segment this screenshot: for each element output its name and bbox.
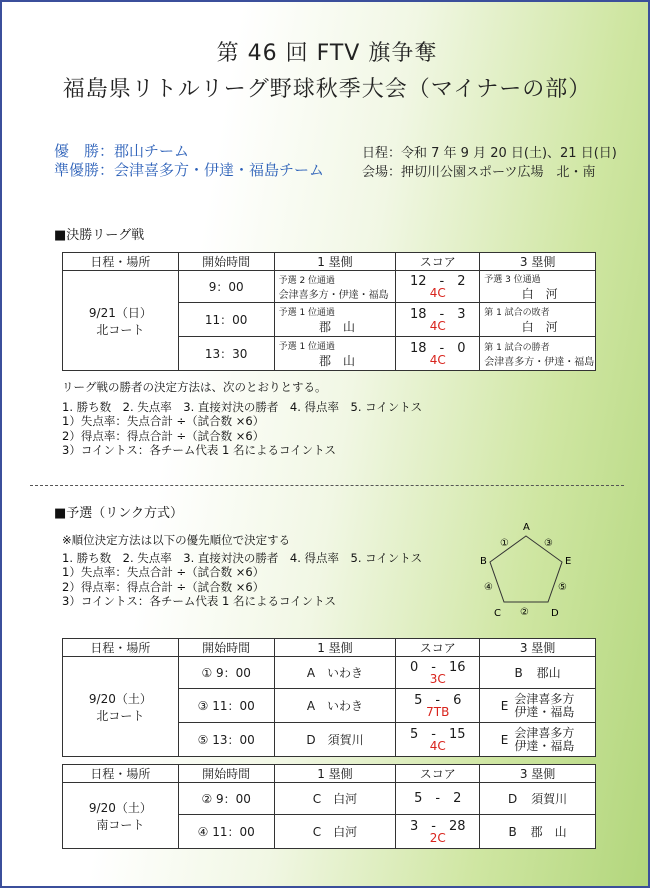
time-cell: ③ 11：00 (178, 689, 274, 723)
header-date: 日程・場所 (63, 765, 179, 783)
third-team: 白 河 (521, 319, 558, 334)
table-header-row (63, 765, 596, 783)
rule-line: 2）得点率：得点合計 ÷（試合数 ×6） (62, 428, 265, 443)
third-letter: D (508, 792, 518, 806)
first-note: 予選 2 位通過 (278, 275, 336, 286)
rule-line: ※順位決定方法は以下の優先順位で決定する (62, 533, 291, 547)
header-score: スコア (396, 765, 480, 783)
third-team: 須賀川 (531, 792, 568, 806)
result-note: 4C (429, 285, 446, 300)
score-cell (396, 657, 480, 689)
time-cell: 9：00 (178, 271, 274, 303)
rule-line: 1. 勝ち数 2. 失点率 3. 直接対決の勝者 4. 得点率 5. コイントス (62, 399, 423, 414)
third-note: 第 1 試合の敗者 (484, 307, 550, 318)
first-base-cell (274, 337, 396, 371)
first-base-cell (274, 303, 396, 337)
results-block (54, 142, 324, 180)
third-team: 会津喜多方・伊達・福島 (484, 356, 595, 368)
rule-line: 3）コイントス：各チーム代表 1 名によるコイントス (62, 443, 337, 457)
third-base-cell (480, 657, 596, 689)
section-divider (30, 485, 624, 486)
first-base-cell: C 白河 (274, 783, 396, 815)
title-line-1: 第 46 回 FTV 旗争奪 (216, 41, 438, 66)
header-third-base: 3 塁側 (480, 253, 596, 271)
header-third-base: 3 塁側 (480, 639, 596, 657)
vertex-b: B (480, 556, 487, 567)
time-cell: ⑤ 13：00 (178, 723, 274, 757)
preliminary-south-table (62, 764, 596, 849)
header-date: 日程・場所 (63, 639, 179, 657)
result-note: 2C (429, 830, 446, 845)
header-first-base: 1 塁側 (274, 639, 396, 657)
edge-3: ③ (544, 538, 553, 549)
rule-line: 3）コイントス：各チーム代表 1 名によるコイントス (62, 594, 337, 608)
title-line-2: 福島県リトルリーグ野球秋季大会（マイナーの部） (62, 77, 592, 102)
score-text: 12 - 2 (410, 273, 466, 289)
edge-4: ④ (484, 582, 493, 593)
runner-up-text: 準優勝：会津喜多方・伊達・福島チーム (54, 161, 325, 179)
vertex-a: A (523, 522, 530, 533)
header-first-base: 1 塁側 (274, 765, 396, 783)
third-team-stack (514, 727, 574, 753)
final-league-table (62, 252, 596, 371)
third-base-cell (480, 303, 596, 337)
first-base-cell (274, 271, 396, 303)
score-cell (396, 723, 480, 757)
third-team-line2: 伊達・福島 (514, 704, 575, 719)
result-note: 3C (429, 671, 446, 686)
header-first-base: 1 塁側 (274, 253, 396, 271)
edge-2: ② (520, 607, 529, 618)
preliminary-heading: ■予選（リンク方式） (54, 506, 184, 521)
court-text: 南コート (96, 817, 145, 832)
edge-5: ⑤ (558, 582, 567, 593)
header-time: 開始時間 (178, 253, 274, 271)
time-cell: ② 9：00 (178, 783, 274, 815)
court-text: 北コート (96, 322, 145, 337)
score-cell (396, 271, 480, 303)
score-cell (396, 815, 480, 849)
table-row (63, 783, 596, 815)
event-venue: 会場：押切川公園スポーツ広場 北・南 (362, 165, 596, 180)
table-row (63, 657, 596, 689)
court-text: 北コート (96, 708, 145, 723)
time-cell: 13：30 (178, 337, 274, 371)
result-note: 4C (429, 352, 446, 367)
time-cell: ① 9：00 (178, 657, 274, 689)
score-text: 5 - 2 (414, 790, 462, 806)
rule-line: 1）失点率：失点合計 ÷（試合数 ×6） (62, 414, 265, 428)
score-text: 18 - 3 (410, 306, 466, 322)
third-letter: E (500, 698, 509, 713)
header-third-base: 3 塁側 (480, 765, 596, 783)
event-date: 日程：令和 7 年 9 月 20 日(土)、21 日(日) (362, 146, 617, 161)
preliminary-north-table (62, 638, 596, 757)
header-time: 開始時間 (178, 639, 274, 657)
first-team: 郡 山 (318, 353, 355, 368)
date-place-cell (63, 657, 179, 757)
third-base-cell (480, 271, 596, 303)
header-score: スコア (396, 253, 480, 271)
time-cell: 11：00 (178, 303, 274, 337)
third-team-group (480, 693, 595, 719)
third-team-group (480, 727, 595, 753)
winner-text: 優 勝：郡山チーム (54, 142, 190, 160)
third-letter: B (514, 666, 523, 680)
rule-line: 1. 勝ち数 2. 失点率 3. 直接対決の勝者 4. 得点率 5. コイントス (62, 550, 423, 565)
score-cell (396, 689, 480, 723)
date-place-cell (63, 783, 179, 849)
first-note: 予選 1 位通過 (278, 307, 336, 318)
third-team: 郡 山 (530, 825, 567, 839)
first-note: 予選 1 位通過 (278, 341, 336, 352)
score-text: 3 - 28 (409, 818, 466, 834)
event-info (362, 144, 617, 182)
third-base-cell (480, 783, 596, 815)
score-cell (396, 337, 480, 371)
date-text: 9/20（土） (88, 691, 152, 706)
third-letter: B (508, 825, 517, 839)
third-base-cell (480, 689, 596, 723)
time-cell: ④ 11：00 (178, 815, 274, 849)
result-note: 7TB (426, 704, 450, 719)
table-header-row (63, 639, 596, 657)
result-note: 4C (429, 318, 446, 333)
first-base-cell: A いわき (274, 689, 396, 723)
preliminary-rules (62, 533, 422, 609)
third-base-cell (480, 723, 596, 757)
third-team: 会津喜多方 (514, 725, 575, 740)
score-text: 5 - 15 (409, 726, 466, 742)
third-team: 会津喜多方 (514, 691, 575, 706)
final-league-rules (62, 380, 422, 458)
third-note: 予選 3 位通過 (484, 274, 541, 285)
score-text: 5 - 6 (414, 692, 462, 708)
rule-line: 1）失点率：失点合計 ÷（試合数 ×6） (62, 565, 265, 579)
table-row (63, 271, 596, 303)
third-letter: E (500, 732, 509, 747)
score-text: 0 - 16 (409, 659, 466, 675)
final-league-heading: ■決勝リーグ戦 (54, 228, 145, 243)
score-cell (396, 783, 480, 815)
header-score: スコア (396, 639, 480, 657)
header-time: 開始時間 (178, 765, 274, 783)
vertex-e: E (565, 556, 572, 567)
edge-1: ① (500, 538, 509, 549)
third-note: 第 1 試合の勝者 (484, 342, 550, 353)
first-base-cell: A いわき (274, 657, 396, 689)
first-team: 郡 山 (318, 319, 355, 334)
third-team: 郡山 (536, 666, 561, 680)
link-diagram (472, 518, 582, 618)
first-base-cell: D 須賀川 (274, 723, 396, 757)
third-base-cell (480, 815, 596, 849)
third-base-cell (480, 337, 596, 371)
table-header-row (63, 253, 596, 271)
rule-line: 2）得点率：得点合計 ÷（試合数 ×6） (62, 579, 265, 594)
first-base-cell: C 白河 (274, 815, 396, 849)
third-team: 白 河 (521, 286, 558, 301)
date-text: 9/20（土） (88, 800, 152, 815)
first-team: 会津喜多方・伊達・福島 (278, 289, 389, 301)
score-cell (396, 303, 480, 337)
date-text: 9/21（日） (88, 305, 152, 320)
rule-line: リーグ戦の勝者の決定方法は、次のとおりとする。 (62, 380, 327, 394)
third-team-stack (514, 693, 574, 719)
vertex-d: D (551, 608, 559, 618)
vertex-c: C (494, 608, 501, 618)
date-place-cell (63, 271, 179, 371)
third-team-line2: 伊達・福島 (514, 738, 575, 753)
result-note: 4C (429, 738, 446, 753)
header-date: 日程・場所 (63, 253, 179, 271)
score-text: 18 - 0 (410, 340, 466, 356)
